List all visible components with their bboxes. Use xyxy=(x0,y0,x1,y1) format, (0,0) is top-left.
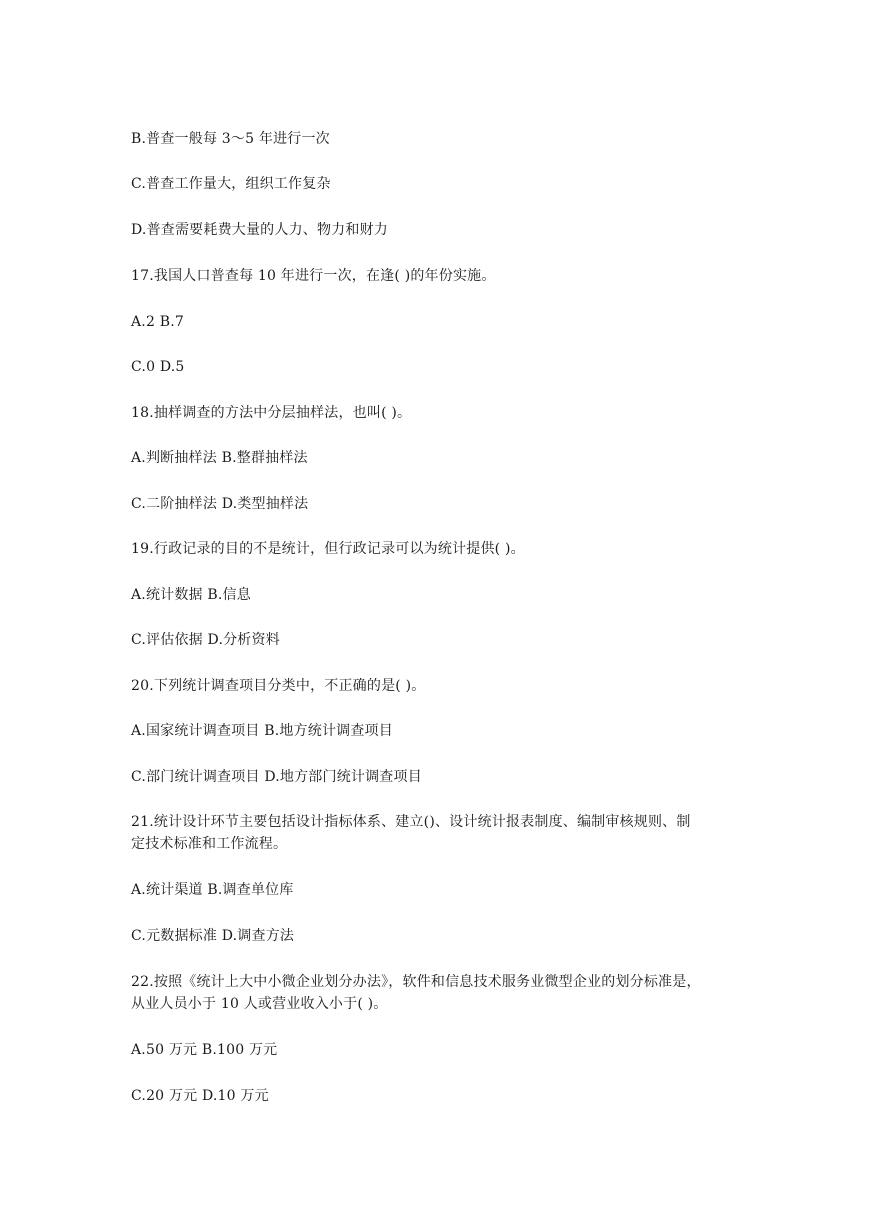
option-line: B.普查一般每 3～5 年进行一次 xyxy=(131,131,330,147)
option-line: A.统计渠道 B.调查单位库 xyxy=(131,882,294,898)
question-19: 19.行政记录的目的不是统计，但行政记录可以为统计提供( )。 xyxy=(131,541,525,557)
option-line: C.0 D.5 xyxy=(131,359,185,375)
question-20: 20.下列统计调查项目分类中，不正确的是( )。 xyxy=(131,678,426,694)
question-21: 21.统计设计环节主要包括设计指标体系、建立()、设计统计报表制度、编制审核规则、制 xyxy=(131,814,691,830)
option-line: C.普查工作量大，组织工作复杂 xyxy=(131,176,331,192)
option-line: A.2 B.7 xyxy=(131,314,184,330)
option-line: A.50 万元 B.100 万元 xyxy=(131,1042,278,1058)
option-line: A.国家统计调查项目 B.地方统计调查项目 xyxy=(131,723,393,739)
question-22-continued: 从业人员小于 10 人或营业收入小于( )。 xyxy=(131,996,388,1012)
option-line: A.判断抽样法 B.整群抽样法 xyxy=(131,450,308,466)
option-line: C.元数据标准 D.调查方法 xyxy=(131,928,295,944)
option-line: C.20 万元 D.10 万元 xyxy=(131,1088,269,1104)
option-line: D.普查需要耗费大量的人力、物力和财力 xyxy=(131,222,388,238)
question-22: 22.按照《统计上大中小微企业划分办法》，软件和信息技术服务业微型企业的划分标准是， xyxy=(131,974,701,990)
question-17: 17.我国人口普查每 10 年进行一次，在逢( )的年份实施。 xyxy=(131,268,496,284)
question-18: 18.抽样调查的方法中分层抽样法，也叫( )。 xyxy=(131,405,412,421)
option-line: A.统计数据 B.信息 xyxy=(131,587,251,603)
option-line: C.二阶抽样法 D.类型抽样法 xyxy=(131,496,309,512)
question-21-continued: 定技术标准和工作流程。 xyxy=(131,836,288,852)
option-line: C.部门统计调查项目 D.地方部门统计调查项目 xyxy=(131,769,422,785)
option-line: C.评估依据 D.分析资料 xyxy=(131,632,280,648)
